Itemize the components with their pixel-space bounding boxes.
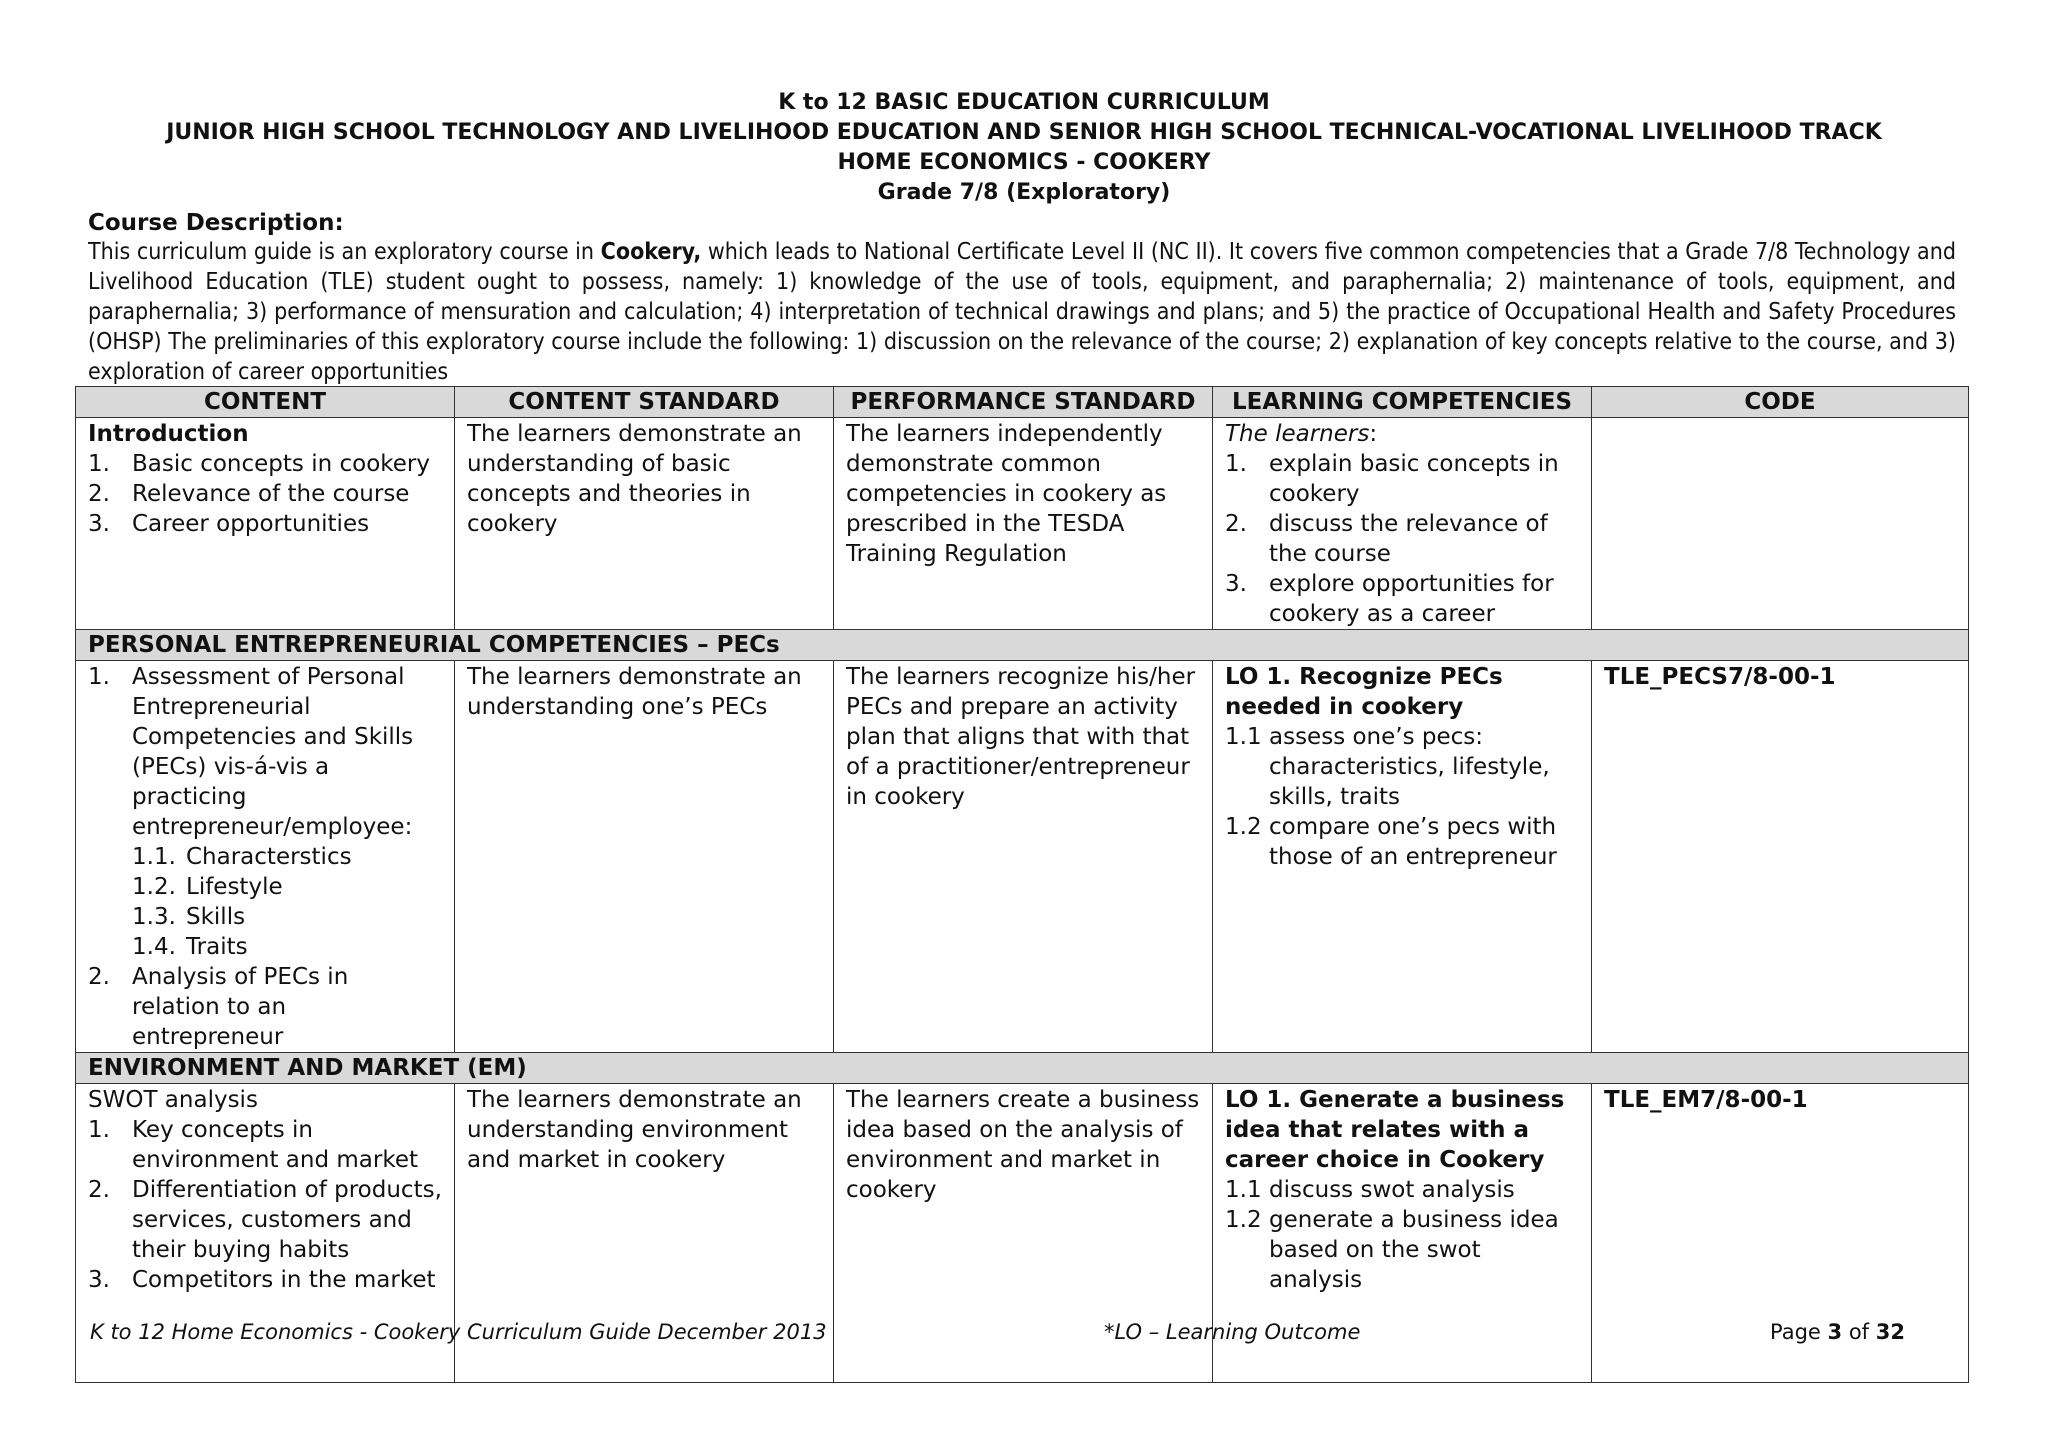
list-item: 2. Relevance of the course: [88, 481, 410, 507]
desc-bold: Cookery,: [600, 239, 702, 265]
col-header-content: CONTENT: [76, 387, 455, 418]
list-item: 2. Analysis of PECs in relation to an entrepreneur: [88, 964, 349, 1050]
performance-standard-cell: The learners independently demonstrate common competencies in cookery as prescribed in the TESDA Training Regulation: [834, 418, 1213, 630]
learning-competencies-cell: [1213, 661, 1592, 1053]
list-item: 3. Competitors in the market: [88, 1267, 436, 1293]
performance-standard-cell: The learners recognize his/her PECs and prepare an activity plan that aligns that with that of a practitioner/entrepreneur in cookery: [834, 661, 1213, 1053]
learning-competencies-cell: [1213, 418, 1592, 630]
content-cell: [76, 661, 455, 1053]
list-item: 1.3. Skills: [132, 904, 246, 930]
lc-list: [1225, 449, 1579, 629]
footer-lo-note: *LO – Learning Outcome: [1104, 1320, 1361, 1344]
content-standard-cell: The learners demonstrate an understanding one’s PECs: [455, 661, 834, 1053]
col-header-code: CODE: [1592, 387, 1969, 418]
desc-pre: This curriculum guide is an exploratory course in: [88, 239, 601, 265]
col-header-performance-standard: PERFORMANCE STANDARD: [834, 387, 1213, 418]
list-item: 1.2 generate a business idea based on the swot analysis: [1225, 1207, 1559, 1293]
lc-intro: The learners:: [1225, 421, 1378, 447]
col-header-learning-competencies: LEARNING COMPETENCIES: [1213, 387, 1592, 418]
table-row: [76, 418, 1969, 630]
content-list: [88, 662, 442, 1052]
header-line-3: HOME ECONOMICS - COOKERY: [837, 150, 1211, 175]
code-cell: TLE_PECS7/8-00-1: [1592, 661, 1969, 1053]
content-standard-cell: The learners demonstrate an understanding of basic concepts and theories in cookery: [455, 418, 834, 630]
header-line-1: K to 12 BASIC EDUCATION CURRICULUM: [778, 90, 1270, 115]
header-line-2: JUNIOR HIGH SCHOOL TECHNOLOGY AND LIVELIHOOD EDUCATION AND SENIOR HIGH SCHOOL TECHNICAL-VOCATIONAL LIVELIHOOD TRACK: [166, 120, 1882, 145]
content-cell: [76, 418, 455, 630]
section-row: [76, 1053, 1969, 1084]
section-title-em: ENVIRONMENT AND MARKET (EM): [76, 1053, 1969, 1084]
curriculum-table: [75, 386, 1969, 1383]
learning-outcome: LO 1. Generate a business idea that relates with a career choice in Cookery: [1225, 1087, 1565, 1173]
content-list: [88, 1115, 442, 1295]
list-item: 2. discuss the relevance of the course: [1225, 511, 1548, 567]
list-item: 1. Basic concepts in cookery: [88, 451, 430, 477]
list-item: 1.2 compare one’s pecs with those of an entrepreneur: [1225, 814, 1557, 870]
table-row: [76, 661, 1969, 1053]
list-item: 1.1 assess one’s pecs: characteristics, lifestyle, skills, traits: [1225, 724, 1550, 810]
content-standard-cell: The learners demonstrate an understanding environment and market in cookery: [455, 1084, 834, 1383]
footer-guide-title: K to 12 Home Economics - Cookery Curriculum Guide December 2013: [90, 1320, 827, 1344]
list-item: 1. Assessment of Personal Entrepreneurial Competencies and Skills (PECs) vis-á-vis a practicing entrepreneur/employee: 1.1. Characterstics 1.2. Lifestyle 1.3. Skills 1.4. Traits: [88, 662, 442, 962]
list-item: 1.1. Characterstics: [132, 844, 352, 870]
list-item: 1.2. Lifestyle: [132, 874, 283, 900]
list-item: 3. explore opportunities for cookery as a career: [1225, 571, 1554, 627]
list-item: 2. Differentiation of products, services, customers and their buying habits: [88, 1177, 442, 1263]
section-title-pecs: PERSONAL ENTREPRENEURIAL COMPETENCIES – PECs: [76, 630, 1969, 661]
list-item: 1.1 discuss swot analysis: [1225, 1177, 1515, 1203]
content-title: Introduction: [88, 421, 249, 447]
footer-page-number: Page 3 of 32: [1770, 1320, 1905, 1344]
list-item: 1. Key concepts in environment and market: [88, 1117, 418, 1173]
lc-list: [1225, 722, 1579, 872]
list-item: 3. Career opportunities: [88, 511, 370, 537]
content-list: [88, 449, 442, 539]
code-cell: TLE_EM7/8-00-1: [1592, 1084, 1969, 1383]
performance-standard-cell: The learners create a business idea based on the analysis of environment and market in cookery: [834, 1084, 1213, 1383]
content-title: SWOT analysis: [88, 1087, 258, 1113]
section-row: [76, 630, 1969, 661]
course-description: [88, 237, 1956, 387]
content-sublist: [132, 842, 442, 962]
document-header: [80, 88, 1968, 208]
list-item: 1. explain basic concepts in cookery: [1225, 451, 1559, 507]
course-description-title: Course Description:: [88, 210, 344, 236]
col-header-content-standard: CONTENT STANDARD: [455, 387, 834, 418]
code-cell: [1592, 418, 1969, 630]
table-header-row: [76, 387, 1969, 418]
lc-list: [1225, 1175, 1579, 1295]
list-item: 1.4. Traits: [132, 934, 248, 960]
learning-outcome: LO 1. Recognize PECs needed in cookery: [1225, 664, 1503, 720]
header-line-4: Grade 7/8 (Exploratory): [877, 180, 1171, 205]
desc-post: which leads to National Certificate Level II (NC II). It covers five common competencies that a Grade 7/8 Technology and Livelihood Education (TLE) student ought to possess, namely: 1) knowledge of the use of tools, equipment, and paraphernalia; 2) maintenance of tools, equipment, and paraphernalia; 3) performance of mensuration and calculation; 4) interpretation of technical drawings and plans; and 5) the practice of Occupational Health and Safety Procedures (OHSP) The preliminaries of this exploratory course include the following: 1) discussion on the relevance of the course; 2) explanation of key concepts relative to the course, and 3) exploration of career opportunities: [88, 239, 1956, 385]
